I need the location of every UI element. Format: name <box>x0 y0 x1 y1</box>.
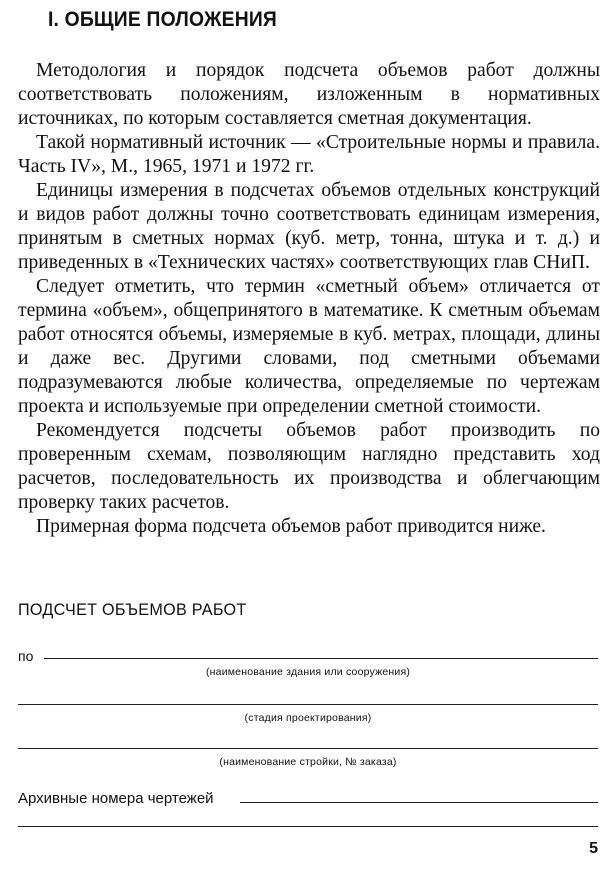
fill-line-blank <box>18 826 598 827</box>
caption-construction-order: (наименование стройки, № заказа) <box>219 756 397 768</box>
paragraph-estimate-volume: Следует отметить, что термин «сметный объем» отличается от термина «объем», общепринятого в математике. К сметным объемам работ относятся объемы, измеряемые в куб. метрах, площади, длины и даже вес. Другими словами, под сметными объемами подразумеваются любые количества, определяемые по чертежам проекта и используемые при определении сметной стоимости. <box>18 276 600 417</box>
form-title: ПОДСЧЕТ ОБЪЕМОВ РАБОТ <box>18 600 247 619</box>
form-row-construction <box>18 730 598 770</box>
fill-line-building <box>44 658 598 659</box>
paragraph-sample-form: Примерная форма подсчета объемов работ приводится ниже. <box>36 516 546 537</box>
section-heading: I. ОБЩИЕ ПОЛОЖЕНИЯ <box>48 8 277 31</box>
paragraph-methodology: Методология и порядок подсчета объемов работ должны соответствовать положениям, изложенным в нормативных источниках, по которым составляется сметная документация. <box>18 60 600 129</box>
paragraph-units: Единицы измерения в подсчетах объемов отдельных конструкций и видов работ должны точно соответствовать единицам измерения, принятым в сметных нормах (куб. метр, тонна, штука и т. д.) и приведенных в «Технических частях» соответствующих глав СНиП. <box>18 180 600 273</box>
fill-line-archive <box>240 802 598 803</box>
caption-design-stage: (стадия проектирования) <box>244 712 372 724</box>
archive-numbers-label: Архивные номера чертежей <box>18 790 214 807</box>
fill-line-stage <box>18 704 598 705</box>
form-row-stage <box>18 686 598 726</box>
form-prefix-po: по <box>18 648 34 664</box>
page-number: 5 <box>589 840 598 857</box>
form-row-blank <box>18 814 598 834</box>
fill-line-construction <box>18 748 598 749</box>
form-row-archive <box>18 786 598 810</box>
form-row-building <box>18 640 598 680</box>
body-text <box>18 59 600 539</box>
paragraph-normative-source: Такой нормативный источник — «Строительные нормы и правила. Часть IV», М., 1965, 1971 и 1972 гг. <box>18 132 600 177</box>
caption-building-name: (наименование здания или сооружения) <box>205 666 411 678</box>
paragraph-recommendation: Рекомендуется подсчеты объемов работ производить по проверенным схемам, позволяющим наглядно представить ход расчетов, последовательность их производства и облегчающим проверку таких расчетов. <box>18 420 600 513</box>
